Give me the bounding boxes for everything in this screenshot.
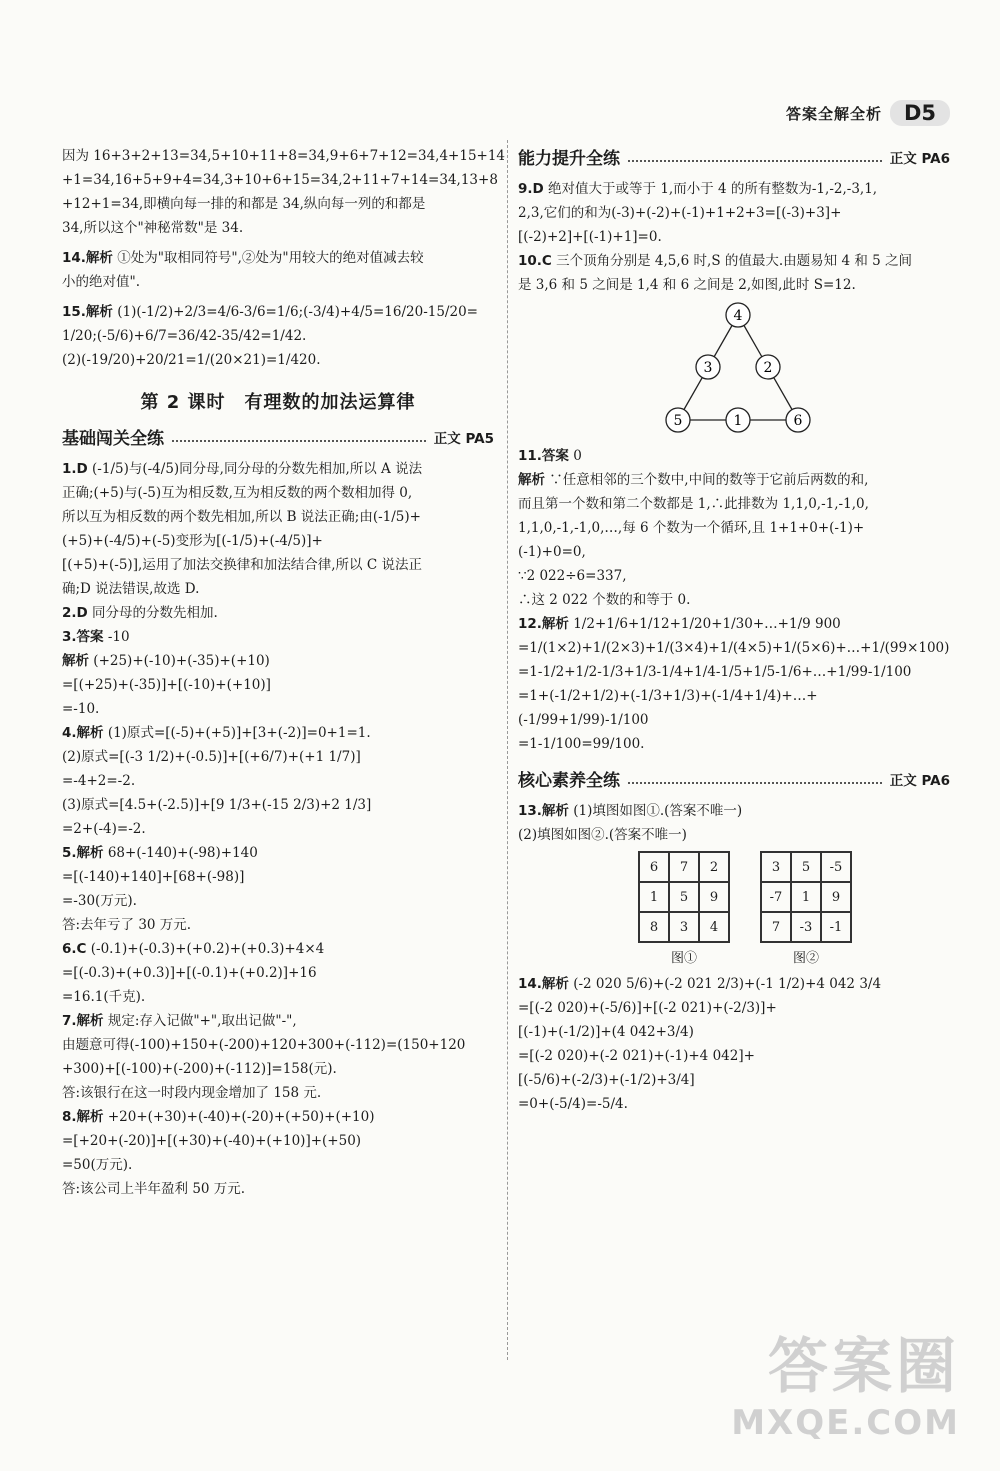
- text-line: =[(-2 020)+(-5/6)]+[(-2 021)+(-2/3)]+: [518, 1000, 777, 1016]
- text-line: =2+(-4)=-2.: [62, 821, 146, 837]
- svg-text:3: 3: [703, 360, 713, 376]
- text-line: ∵2 022÷6=337,: [518, 568, 627, 584]
- text-line: 答:该银行在这一时段内现金增加了 158 元.: [62, 1085, 322, 1101]
- text-line: 1,1,0,-1,-1,0,…,每 6 个数为一个循环,且 1+1+0+(-1)+: [518, 520, 865, 536]
- magic-square-grid-1: [638, 851, 730, 943]
- text-line: 绝对值大于或等于 1,而小于 4 的所有整数为-1,-2,-3,1,: [548, 181, 878, 197]
- text-line: (-1/5)与(-4/5)同分母,同分母的分数先相加,所以 A 说法: [92, 461, 423, 477]
- text-line: =1+(-1/2+1/2)+(-1/3+1/3)+(-1/4+1/4)+…+: [518, 688, 818, 704]
- section-heading: [518, 766, 950, 791]
- text-line: (-1)+0=0,: [518, 544, 586, 560]
- text-line: =1-1/2+1/2-1/3+1/3-1/4+1/4-1/5+1/5-1/6+…+1/99-1/100: [518, 664, 912, 680]
- text-line: (1)填图如图①.(答案不唯一): [573, 803, 743, 819]
- svg-text:2: 2: [763, 360, 773, 376]
- answer-15: [62, 300, 494, 372]
- answer-2: [62, 601, 494, 625]
- question-number: 7.解析: [62, 1013, 104, 1029]
- section-title: 核心素养全练: [518, 771, 620, 791]
- header-title: 答案全解全析: [785, 104, 882, 123]
- text-line: 同分母的分数先相加.: [92, 605, 218, 621]
- analysis-label: 解析: [518, 472, 545, 488]
- number-triangle-diagram: [648, 301, 828, 436]
- text-line: 1/20;(-5/6)+6/7=36/42-35/42=1/42.: [62, 328, 307, 344]
- text-line: =[+20+(-20)]+[(+30)+(-40)+(+10)]+(+50): [62, 1133, 362, 1149]
- text-line: ∵任意相邻的三个数中,中间的数等于它前后两数的和,: [549, 472, 869, 488]
- text-line: (2)(-19/20)+20/21=1/(20×21)=1/420.: [62, 352, 321, 368]
- question-number: 3.答案: [62, 629, 104, 645]
- grid-cell: 4: [699, 912, 729, 942]
- text-line: 答:该公司上半年盈利 50 万元.: [62, 1181, 246, 1197]
- grid-cell: 7: [761, 912, 791, 942]
- text-line: 因为 16+3+2+13=34,5+10+11+8=34,9+6+7+12=34,4+15+14: [62, 148, 506, 164]
- grid-cell: 8: [639, 912, 669, 942]
- answer-4: [62, 721, 494, 841]
- lesson-title: 第 2 课时 有理数的加法运算律: [140, 392, 416, 413]
- triangle-node-bottom-right: [786, 408, 810, 432]
- text-line: [(-1)+(-1/2)]+(4 042+3/4): [518, 1024, 694, 1040]
- svg-text:1: 1: [733, 413, 743, 429]
- grid-cell: 1: [791, 882, 821, 912]
- answer-13: [518, 799, 950, 966]
- answer-5: [62, 841, 494, 937]
- text-line: =50(万元).: [62, 1157, 133, 1173]
- text-line: ①处为"取相同符号",②处为"用较大的绝对值减去较: [117, 250, 424, 266]
- question-number: 5.解析: [62, 845, 104, 861]
- answer-14-right: [518, 972, 950, 1116]
- text-line: 而且第一个数和第二个数都是 1,∴此排数为 1,1,0,-1,-1,0,: [518, 496, 869, 512]
- watermark-logo: [731, 1332, 960, 1451]
- triangle-node-bottom-mid: [726, 408, 750, 432]
- triangle-node-right-mid: [756, 355, 780, 379]
- section-ref: 正文 PA6: [889, 772, 950, 789]
- text-line: (1)原式=[(-5)+(+5)]+[3+(-2)]=0+1=1.: [107, 725, 371, 741]
- text-line: (-0.1)+(-0.3)+(+0.2)+(+0.3)+4×4: [90, 941, 325, 957]
- text-line: (2)原式=[(-3 1/2)+(-0.5)]+[(+6/7)+(+1 1/7)]: [62, 749, 361, 765]
- section-heading: [62, 424, 494, 449]
- section-title: 能力提升全练: [518, 149, 620, 169]
- grid-cell: 7: [669, 852, 699, 882]
- text-line: 34,所以这个"神秘常数"是 34.: [62, 220, 244, 236]
- question-number: 1.D: [62, 461, 88, 477]
- text-line: =1/(1×2)+1/(2×3)+1/(3×4)+1/(4×5)+1/(5×6)+…+1/(99×100): [518, 640, 950, 656]
- watermark-url: MXQE.COM: [731, 1403, 960, 1443]
- text-line: 是 3,6 和 5 之间是 1,4 和 6 之间是 2,如图,此时 S=12.: [518, 277, 856, 293]
- answer-3: [62, 625, 494, 721]
- question-number: 12.解析: [518, 616, 569, 632]
- text-line: 1/2+1/6+1/12+1/20+1/30+…+1/9 900: [573, 616, 841, 632]
- grid-cell: -1: [821, 912, 851, 942]
- question-number: 2.D: [62, 605, 88, 621]
- svg-text:5: 5: [673, 413, 683, 429]
- svg-text:4: 4: [733, 308, 743, 324]
- text-line: +12+1=34,即横向每一排的和都是 34,纵向每一列的和都是: [62, 196, 426, 212]
- triangle-node-bottom-left: [666, 408, 690, 432]
- grid-cell: 5: [791, 852, 821, 882]
- text-line: (-2 020 5/6)+(-2 021 2/3)+(-1 1/2)+4 042 3/4: [573, 976, 882, 992]
- analysis-label: 解析: [62, 653, 89, 669]
- question-number: 9.D: [518, 181, 544, 197]
- right-column: [518, 144, 950, 1116]
- magic-square-figures: [638, 851, 950, 966]
- text-line: 确;D 说法错误,故选 D.: [62, 581, 200, 597]
- answer-value: 0: [573, 448, 582, 464]
- grid-cell: 9: [699, 882, 729, 912]
- text-line: =[(-0.3)+(+0.3)]+[(-0.1)+(+0.2)]+16: [62, 965, 317, 981]
- figure-1: [638, 851, 730, 966]
- section-ref: 正文 PA5: [433, 430, 494, 447]
- answer-10: [518, 249, 950, 297]
- grid-cell: 5: [669, 882, 699, 912]
- grid-cell: 1: [639, 882, 669, 912]
- text-line: =1-1/100=99/100.: [518, 736, 645, 752]
- text-line: =[(-140)+140]+[68+(-98)]: [62, 869, 245, 885]
- left-column: [62, 144, 506, 1201]
- text-line: 正确;(+5)与(-5)互为相反数,互为相反数的两个数相加得 0,: [62, 485, 413, 501]
- grid-cell: -3: [791, 912, 821, 942]
- grid-cell: 3: [761, 852, 791, 882]
- text-line: (2)填图如图②.(答案不唯一): [518, 827, 687, 843]
- text-line: (+5)+(-4/5)+(-5)变形为[(-1/5)+(-4/5)]+: [62, 533, 323, 549]
- section-ref: 正文 PA6: [889, 150, 950, 167]
- answer-13-continued: [62, 144, 506, 240]
- text-line: ∴这 2 022 个数的和等于 0.: [518, 592, 691, 608]
- text-line: 所以互为相反数的两个数先相加,所以 B 说法正确;由(-1/5)+: [62, 509, 421, 525]
- text-line: 三个顶角分别是 4,5,6 时,S 的值最大.由题易知 4 和 5 之间: [556, 253, 913, 269]
- text-line: [(-2)+2]+[(-1)+1]=0.: [518, 229, 662, 245]
- section-heading: [518, 144, 950, 169]
- question-number: 10.C: [518, 253, 552, 269]
- grid-cell: -5: [821, 852, 851, 882]
- text-line: (3)原式=[4.5+(-2.5)]+[9 1/3+(-15 2/3)+2 1/3]: [62, 797, 372, 813]
- grid-cell: 3: [669, 912, 699, 942]
- text-line: +1=34,16+5+9+4=34,3+10+6+15=34,2+11+7+14=34,13+8: [62, 172, 498, 188]
- text-line: =[(-2 020)+(-2 021)+(-1)+4 042]+: [518, 1048, 755, 1064]
- magic-square-grid-2: [760, 851, 852, 943]
- answer-14: [62, 246, 494, 294]
- text-line: (1)(-1/2)+2/3=4/6-3/6=1/6;(-3/4)+4/5=16/20-15/20=: [117, 304, 478, 320]
- question-number: 15.解析: [62, 304, 113, 320]
- text-line: 答:去年亏了 30 万元.: [62, 917, 192, 933]
- question-number: 6.C: [62, 941, 87, 957]
- text-line: 小的绝对值".: [62, 274, 141, 290]
- page-badge: D5: [890, 100, 950, 126]
- text-line: 68+(-140)+(-98)+140: [107, 845, 258, 861]
- answer-6: [62, 937, 494, 1009]
- figure-caption: 图②: [792, 951, 819, 966]
- text-line: [(+5)+(-5)],运用了加法交换律和加法结合律,所以 C 说法正: [62, 557, 422, 573]
- text-line: +300)+[(-100)+(-200)+(-112)]=158(元).: [62, 1061, 337, 1077]
- text-line: 2,3,它们的和为(-3)+(-2)+(-1)+1+2+3=[(-3)+3]+: [518, 205, 842, 221]
- watermark-text: 答案圈: [768, 1332, 960, 1402]
- text-line: 规定:存入记做"+",取出记做"-",: [107, 1013, 297, 1029]
- answer-value: -10: [107, 629, 130, 645]
- section-title: 基础闯关全练: [62, 429, 164, 449]
- text-line: =-4+2=-2.: [62, 773, 136, 789]
- grid-cell: 9: [821, 882, 851, 912]
- text-line: =[(+25)+(-35)]+[(-10)+(+10)]: [62, 677, 271, 693]
- text-line: =0+(-5/4)=-5/4.: [518, 1096, 628, 1112]
- question-number: 4.解析: [62, 725, 104, 741]
- column-divider: [507, 140, 509, 1360]
- text-line: (+25)+(-10)+(-35)+(+10): [93, 653, 270, 669]
- grid-cell: -7: [761, 882, 791, 912]
- grid-cell: 6: [639, 852, 669, 882]
- figure-caption: 图①: [670, 951, 697, 966]
- text-line: =-10.: [62, 701, 100, 717]
- question-number: 11.答案: [518, 448, 569, 464]
- text-line: =-30(万元).: [62, 893, 137, 909]
- leader-dots: [172, 432, 426, 442]
- answer-8: [62, 1105, 494, 1201]
- answer-11: [518, 444, 950, 612]
- grid-cell: 2: [699, 852, 729, 882]
- leader-dots: [628, 774, 882, 784]
- triangle-node-top: [726, 303, 750, 327]
- text-line: +20+(+30)+(-40)+(-20)+(+50)+(+10): [107, 1109, 375, 1125]
- text-line: =16.1(千克).: [62, 989, 146, 1005]
- triangle-node-left-mid: [696, 355, 720, 379]
- figure-2: [760, 851, 852, 966]
- text-line: (-1/99+1/99)-1/100: [518, 712, 649, 728]
- text-line: [(-5/6)+(-2/3)+(-1/2)+3/4]: [518, 1072, 695, 1088]
- leader-dots: [628, 152, 882, 162]
- question-number: 14.解析: [62, 250, 113, 266]
- answer-7: [62, 1009, 494, 1105]
- answer-12: [518, 612, 950, 756]
- question-number: 13.解析: [518, 803, 569, 819]
- page-header: [786, 100, 950, 126]
- svg-text:6: 6: [793, 413, 803, 429]
- text-line: 由题意可得(-100)+150+(-200)+120+300+(-112)=(150+120: [62, 1037, 466, 1053]
- question-number: 8.解析: [62, 1109, 104, 1125]
- question-number: 14.解析: [518, 976, 569, 992]
- answer-9: [518, 177, 950, 249]
- answer-1: [62, 457, 494, 601]
